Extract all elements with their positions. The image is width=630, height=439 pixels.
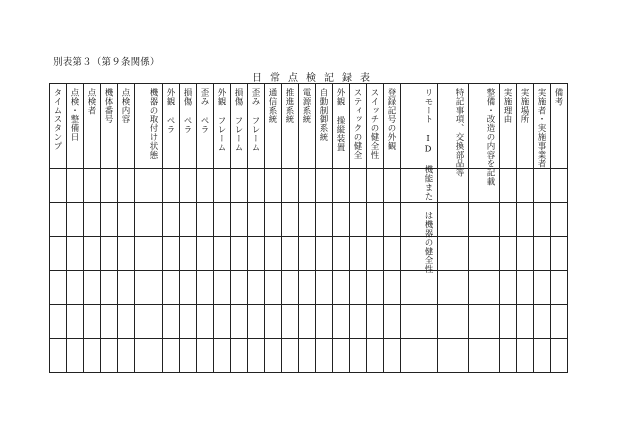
table-cell[interactable] bbox=[500, 237, 517, 271]
column-header-label: 整備・改造の内容を記載 bbox=[485, 88, 495, 186]
table-cell[interactable] bbox=[401, 271, 438, 305]
table-cell[interactable] bbox=[551, 169, 568, 203]
table-cell[interactable] bbox=[118, 169, 135, 203]
table-cell[interactable] bbox=[101, 203, 118, 237]
table-cell[interactable] bbox=[214, 305, 231, 339]
table-cell[interactable] bbox=[265, 203, 282, 237]
table-cell[interactable] bbox=[367, 237, 384, 271]
table-cell[interactable] bbox=[214, 169, 231, 203]
table-cell[interactable] bbox=[197, 203, 214, 237]
table-cell[interactable] bbox=[248, 271, 265, 305]
table-cell[interactable] bbox=[534, 305, 551, 339]
table-cell[interactable] bbox=[180, 305, 197, 339]
column-header bbox=[299, 84, 316, 169]
table-cell[interactable] bbox=[135, 203, 163, 237]
table-cell[interactable] bbox=[84, 271, 101, 305]
table-cell[interactable] bbox=[299, 305, 316, 339]
table-cell[interactable] bbox=[50, 339, 67, 373]
table-cell[interactable] bbox=[135, 305, 163, 339]
table-cell[interactable] bbox=[231, 305, 248, 339]
table-cell[interactable] bbox=[163, 271, 180, 305]
table-cell[interactable] bbox=[500, 203, 517, 237]
table-cell[interactable] bbox=[231, 271, 248, 305]
table-cell[interactable] bbox=[84, 203, 101, 237]
column-header-label: 損傷 ペラ bbox=[182, 88, 192, 134]
table-cell[interactable] bbox=[438, 339, 469, 373]
table-cell[interactable] bbox=[101, 169, 118, 203]
column-header-label: 機体番号 bbox=[103, 88, 113, 124]
table-cell[interactable] bbox=[384, 339, 401, 373]
column-header bbox=[84, 84, 101, 169]
table-cell[interactable] bbox=[265, 305, 282, 339]
column-header-label: 登録記号の外観 bbox=[386, 88, 396, 151]
column-header bbox=[67, 84, 84, 169]
table-cell[interactable] bbox=[401, 339, 438, 373]
table-cell[interactable] bbox=[282, 339, 299, 373]
column-header bbox=[248, 84, 265, 169]
table-cell[interactable] bbox=[316, 203, 333, 237]
column-header-label: 外観 フレーム bbox=[216, 88, 226, 152]
table-cell[interactable] bbox=[282, 203, 299, 237]
table-cell[interactable] bbox=[118, 271, 135, 305]
table-cell[interactable] bbox=[50, 271, 67, 305]
table-cell[interactable] bbox=[67, 271, 84, 305]
column-header bbox=[282, 84, 299, 169]
table-cell[interactable] bbox=[135, 339, 163, 373]
table-cell[interactable] bbox=[265, 237, 282, 271]
table-cell[interactable] bbox=[118, 203, 135, 237]
table-cell[interactable] bbox=[214, 339, 231, 373]
column-header bbox=[265, 84, 282, 169]
table-cell[interactable] bbox=[517, 271, 534, 305]
table-cell[interactable] bbox=[350, 203, 367, 237]
table-row bbox=[50, 237, 568, 271]
column-header bbox=[316, 84, 333, 169]
table-cell[interactable] bbox=[197, 305, 214, 339]
table-cell[interactable] bbox=[163, 237, 180, 271]
column-header bbox=[333, 84, 350, 169]
table-cell[interactable] bbox=[50, 203, 67, 237]
column-header-label: スティックの健全 bbox=[352, 88, 362, 160]
table-cell[interactable] bbox=[248, 203, 265, 237]
table-cell[interactable] bbox=[180, 339, 197, 373]
table-cell[interactable] bbox=[469, 237, 500, 271]
table-cell[interactable] bbox=[231, 237, 248, 271]
table-cell[interactable] bbox=[350, 237, 367, 271]
table-cell[interactable] bbox=[333, 339, 350, 373]
table-row bbox=[50, 271, 568, 305]
column-header bbox=[350, 84, 367, 169]
column-header bbox=[50, 84, 67, 169]
table-cell[interactable] bbox=[534, 339, 551, 373]
table-cell[interactable] bbox=[248, 237, 265, 271]
table-cell[interactable] bbox=[316, 169, 333, 203]
table-cell[interactable] bbox=[231, 339, 248, 373]
table-cell[interactable] bbox=[367, 271, 384, 305]
table-cell[interactable] bbox=[50, 237, 67, 271]
table-cell[interactable] bbox=[282, 169, 299, 203]
table-cell[interactable] bbox=[282, 271, 299, 305]
table-cell[interactable] bbox=[534, 169, 551, 203]
table-cell[interactable] bbox=[517, 237, 534, 271]
column-header bbox=[214, 84, 231, 169]
table-cell[interactable] bbox=[163, 169, 180, 203]
table-cell[interactable] bbox=[248, 305, 265, 339]
table-cell[interactable] bbox=[180, 203, 197, 237]
table-row bbox=[50, 339, 568, 373]
table-cell[interactable] bbox=[214, 271, 231, 305]
column-header-label: 推進系統 bbox=[284, 88, 294, 124]
column-header-label: 自動制御系統 bbox=[318, 88, 328, 142]
column-header-label: 損傷 フレーム bbox=[233, 88, 243, 152]
table-cell[interactable] bbox=[231, 169, 248, 203]
table-cell[interactable] bbox=[469, 339, 500, 373]
inspection-record-table bbox=[49, 83, 568, 373]
table-cell[interactable] bbox=[180, 169, 197, 203]
table-cell[interactable] bbox=[350, 339, 367, 373]
table-cell[interactable] bbox=[500, 305, 517, 339]
table-cell[interactable] bbox=[384, 237, 401, 271]
column-header-label: 特記事項、交換部品等 bbox=[454, 88, 464, 177]
header-row bbox=[50, 84, 568, 169]
column-header bbox=[163, 84, 180, 169]
table-cell[interactable] bbox=[316, 305, 333, 339]
column-header-label: 実施場所 bbox=[519, 88, 529, 124]
table-cell[interactable] bbox=[367, 203, 384, 237]
table-cell[interactable] bbox=[84, 169, 101, 203]
column-header-label: 点検・整備日 bbox=[69, 88, 79, 142]
table-cell[interactable] bbox=[180, 237, 197, 271]
table-cell[interactable] bbox=[197, 339, 214, 373]
table-cell[interactable] bbox=[333, 305, 350, 339]
table-row bbox=[50, 305, 568, 339]
table-cell[interactable] bbox=[67, 237, 84, 271]
table-cell[interactable] bbox=[101, 339, 118, 373]
column-header-label: 外観 操縦装置 bbox=[335, 88, 345, 152]
table-cell[interactable] bbox=[197, 271, 214, 305]
table-cell[interactable] bbox=[135, 237, 163, 271]
table-cell[interactable] bbox=[135, 169, 163, 203]
column-header bbox=[517, 84, 534, 169]
table-cell[interactable] bbox=[180, 271, 197, 305]
table-cell[interactable] bbox=[534, 271, 551, 305]
table-cell[interactable] bbox=[118, 237, 135, 271]
table-cell[interactable] bbox=[265, 169, 282, 203]
table-cell[interactable] bbox=[500, 339, 517, 373]
column-header-label: 備考 bbox=[553, 88, 563, 106]
table-cell[interactable] bbox=[469, 203, 500, 237]
table-cell[interactable] bbox=[367, 305, 384, 339]
table-cell[interactable] bbox=[384, 305, 401, 339]
table-cell[interactable] bbox=[299, 169, 316, 203]
column-header-label: 実施理由 bbox=[502, 88, 512, 124]
column-header-label: 点検内容 bbox=[120, 88, 130, 124]
table-cell[interactable] bbox=[248, 339, 265, 373]
column-header bbox=[384, 84, 401, 169]
table-cell[interactable] bbox=[316, 271, 333, 305]
table-cell[interactable] bbox=[500, 271, 517, 305]
table-cell[interactable] bbox=[67, 203, 84, 237]
table-cell[interactable] bbox=[248, 169, 265, 203]
table-cell[interactable] bbox=[316, 237, 333, 271]
table-cell[interactable] bbox=[551, 305, 568, 339]
table-cell[interactable] bbox=[101, 305, 118, 339]
column-header-label: スイッチの健全性 bbox=[369, 88, 379, 160]
form-reference: 別表第３（第９条関係） bbox=[53, 57, 160, 68]
column-header bbox=[438, 84, 469, 177]
column-header bbox=[180, 84, 197, 169]
table-cell[interactable] bbox=[282, 237, 299, 271]
table-cell[interactable] bbox=[350, 271, 367, 305]
table-cell[interactable] bbox=[469, 271, 500, 305]
table-cell[interactable] bbox=[384, 271, 401, 305]
column-header-label: 通信系統 bbox=[267, 88, 277, 124]
table-cell[interactable] bbox=[469, 305, 500, 339]
column-header bbox=[500, 84, 517, 169]
table-cell[interactable] bbox=[299, 203, 316, 237]
column-header-label: 機器の取付け状態 bbox=[148, 88, 158, 160]
table-cell[interactable] bbox=[163, 203, 180, 237]
table-cell[interactable] bbox=[118, 339, 135, 373]
table-cell[interactable] bbox=[438, 271, 469, 305]
table-cell[interactable] bbox=[84, 305, 101, 339]
column-header-label: 歪み フレーム bbox=[250, 88, 260, 152]
table-cell[interactable] bbox=[333, 271, 350, 305]
column-header bbox=[101, 84, 118, 169]
table-cell[interactable] bbox=[401, 305, 438, 339]
table-cell[interactable] bbox=[384, 203, 401, 237]
column-header-label: 点検者 bbox=[86, 88, 96, 115]
table-cell[interactable] bbox=[517, 305, 534, 339]
table-cell[interactable] bbox=[551, 237, 568, 271]
table-cell[interactable] bbox=[197, 237, 214, 271]
table-cell[interactable] bbox=[163, 305, 180, 339]
table-cell[interactable] bbox=[333, 203, 350, 237]
table-cell[interactable] bbox=[50, 305, 67, 339]
column-header bbox=[551, 84, 568, 169]
table-cell[interactable] bbox=[84, 237, 101, 271]
table-cell[interactable] bbox=[350, 305, 367, 339]
page-title: 日常点検記録表 bbox=[252, 73, 378, 84]
table-cell[interactable] bbox=[367, 339, 384, 373]
table-cell[interactable] bbox=[299, 271, 316, 305]
column-header bbox=[367, 84, 384, 169]
table-cell[interactable] bbox=[384, 169, 401, 203]
column-header-label: タイムスタンプ bbox=[52, 88, 62, 151]
column-header bbox=[534, 84, 551, 169]
table-cell[interactable] bbox=[67, 339, 84, 373]
column-header-label: リモート ID 機能また は機器の健全性 bbox=[423, 88, 433, 274]
table-cell[interactable] bbox=[214, 203, 231, 237]
table-cell[interactable] bbox=[534, 203, 551, 237]
column-header bbox=[231, 84, 248, 169]
column-header-label: 外観 ペラ bbox=[165, 88, 175, 134]
table-cell[interactable] bbox=[101, 271, 118, 305]
column-header-label: 電源系統 bbox=[301, 88, 311, 124]
table-cell[interactable] bbox=[438, 237, 469, 271]
table-cell[interactable] bbox=[500, 169, 517, 203]
column-header bbox=[118, 84, 135, 169]
table-cell[interactable] bbox=[197, 169, 214, 203]
table-cell[interactable] bbox=[517, 339, 534, 373]
table-cell[interactable] bbox=[135, 271, 163, 305]
table-cell[interactable] bbox=[551, 339, 568, 373]
table-cell[interactable] bbox=[350, 169, 367, 203]
column-header bbox=[197, 84, 214, 169]
table-row bbox=[50, 203, 568, 237]
table-cell[interactable] bbox=[316, 339, 333, 373]
table-cell[interactable] bbox=[231, 203, 248, 237]
table-cell[interactable] bbox=[265, 271, 282, 305]
table-cell[interactable] bbox=[214, 237, 231, 271]
table-cell[interactable] bbox=[118, 305, 135, 339]
column-header bbox=[135, 84, 163, 169]
table-cell[interactable] bbox=[438, 203, 469, 237]
table-cell[interactable] bbox=[551, 203, 568, 237]
table-cell[interactable] bbox=[551, 271, 568, 305]
table-cell[interactable] bbox=[67, 169, 84, 203]
table-cell[interactable] bbox=[163, 339, 180, 373]
table-cell[interactable] bbox=[282, 305, 299, 339]
column-header bbox=[401, 84, 438, 274]
table-cell[interactable] bbox=[101, 237, 118, 271]
table-cell[interactable] bbox=[333, 237, 350, 271]
table-cell[interactable] bbox=[517, 169, 534, 203]
table-cell[interactable] bbox=[84, 339, 101, 373]
table-cell[interactable] bbox=[299, 237, 316, 271]
column-header bbox=[469, 84, 500, 186]
table-cell[interactable] bbox=[333, 169, 350, 203]
table-cell[interactable] bbox=[517, 203, 534, 237]
table-cell[interactable] bbox=[265, 339, 282, 373]
table-cell[interactable] bbox=[67, 305, 84, 339]
table-cell[interactable] bbox=[367, 169, 384, 203]
column-header-label: 歪み ペラ bbox=[199, 88, 209, 134]
table-cell[interactable] bbox=[299, 339, 316, 373]
table-cell[interactable] bbox=[534, 237, 551, 271]
column-header-label: 実施者・実施事業者 bbox=[536, 88, 546, 169]
table-cell[interactable] bbox=[438, 305, 469, 339]
table-cell[interactable] bbox=[50, 169, 67, 203]
table-body bbox=[50, 169, 568, 373]
